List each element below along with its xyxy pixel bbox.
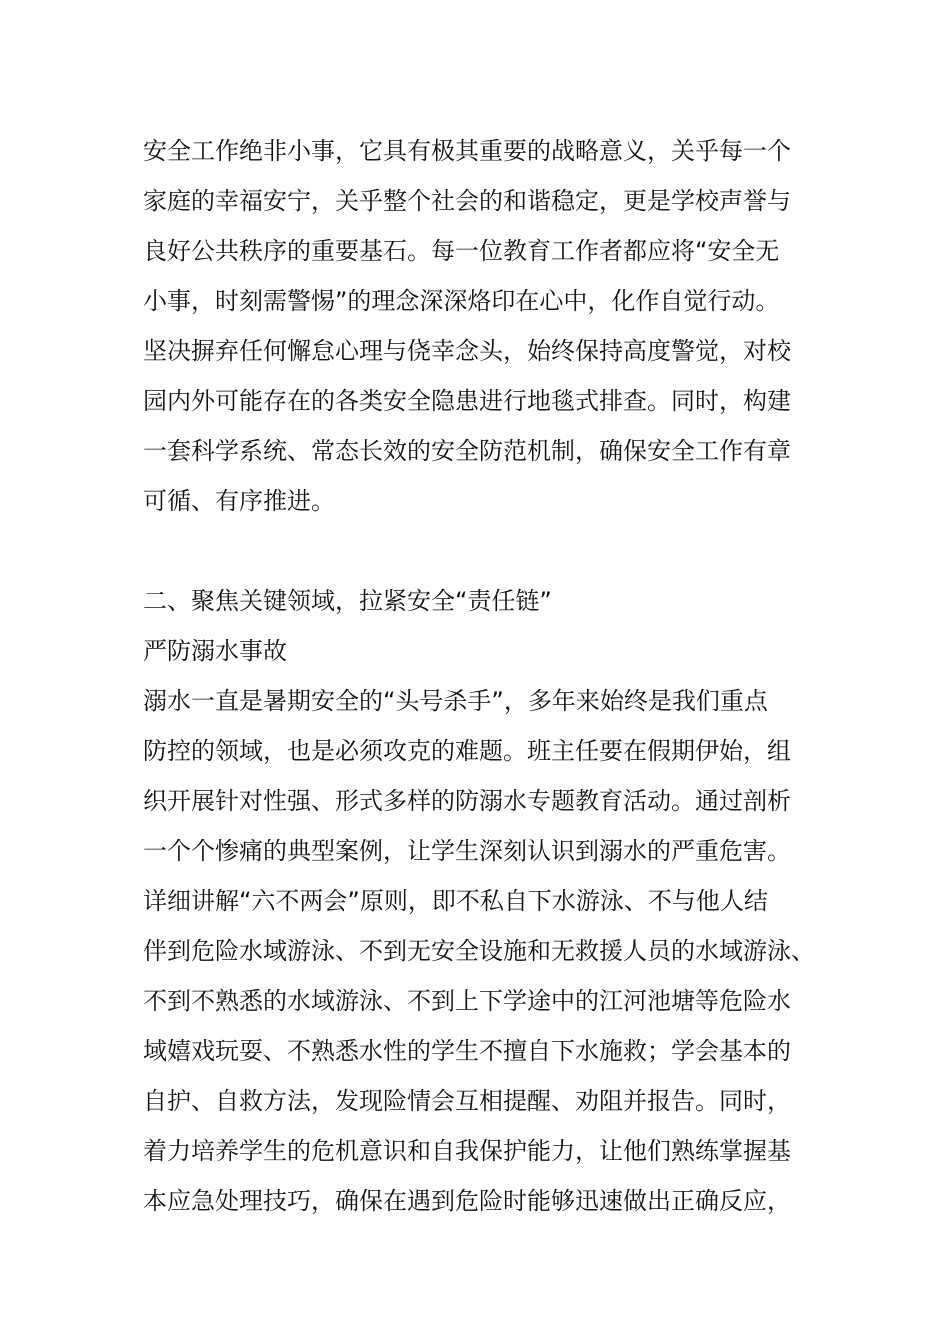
text-line: 家庭的幸福安宁，关乎整个社会的和谐稳定，更是学校声誉与	[143, 187, 791, 215]
document-body	[143, 126, 843, 1226]
text-line: 一个个惨痛的典型案例，让学生深刻认识到溺水的严重危害。	[143, 837, 791, 865]
paragraph-drowning-prevention	[143, 676, 843, 1226]
text-line: 防控的领域，也是必须攻克的难题。班主任要在假期伊始，组	[143, 737, 791, 765]
text-line: 详细讲解“六不两会”原则，即不私自下水游泳、不与他人结	[143, 887, 768, 915]
sub-heading: 严防溺水事故	[143, 637, 287, 665]
text-line: 良好公共秩序的重要基石。每一位教育工作者都应将“安全无	[143, 237, 780, 265]
text-line: 园内外可能存在的各类安全隐患进行地毯式排查。同时，构建	[143, 387, 791, 415]
text-line: 可循、有序推进。	[143, 487, 335, 515]
text-line: 小事，时刻需警惕”的理念深深烙印在心中，化作自觉行动。	[143, 287, 780, 315]
text-line: 坚决摒弃任何懈怠心理与侥幸念头，始终保持高度警觉，对校	[143, 337, 791, 365]
section-heading: 二、聚焦关键领域，拉紧安全“责任链”	[143, 587, 552, 615]
text-line: 域嬉戏玩耍、不熟悉水性的学生不擅自下水施救；学会基本的	[143, 1037, 791, 1065]
text-line: 溺水一直是暑期安全的“头号杀手”，多年来始终是我们重点	[143, 687, 768, 715]
text-line: 着力培养学生的危机意识和自我保护能力，让他们熟练掌握基	[143, 1137, 791, 1165]
text-line: 安全工作绝非小事，它具有极其重要的战略意义，关乎每一个	[143, 137, 791, 165]
text-line: 一套科学系统、常态长效的安全防范机制，确保安全工作有章	[143, 437, 791, 465]
paragraph-safety-importance	[143, 126, 843, 526]
text-line: 不到不熟悉的水域游泳、不到上下学途中的江河池塘等危险水	[143, 987, 791, 1015]
text-line: 本应急处理技巧，确保在遇到危险时能够迅速做出正确反应，	[143, 1187, 791, 1215]
text-line: 伴到危险水域游泳、不到无安全设施和无救援人员的水域游泳、	[143, 937, 815, 965]
text-line: 织开展针对性强、形式多样的防溺水专题教育活动。通过剖析	[143, 787, 791, 815]
text-line: 自护、自救方法，发现险情会互相提醒、劝阻并报告。同时，	[143, 1087, 791, 1115]
paragraph-spacer	[143, 526, 843, 576]
